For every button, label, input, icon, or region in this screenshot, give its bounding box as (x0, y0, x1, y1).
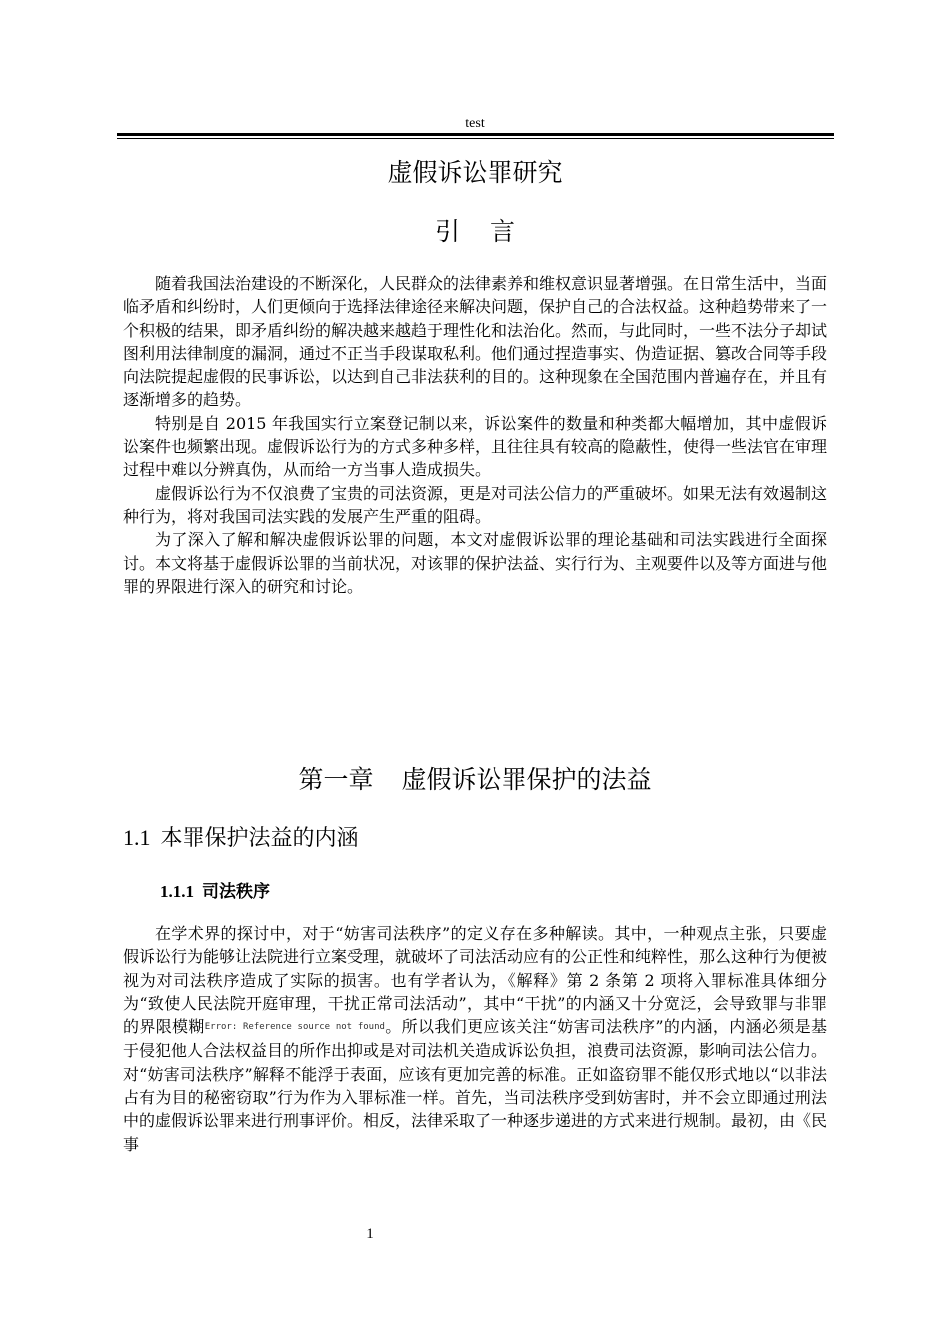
page-header-text: test (465, 116, 485, 131)
broken-cross-reference: Error: Reference source not found (204, 1022, 385, 1033)
header-rule-thin (117, 138, 834, 139)
intro-paragraph-2: 特别是自 2015 年我国实行立案登记制以来，诉讼案件的数量和种类都大幅增加，其中虚假诉讼案件也频繁出现。虚假诉讼行为的方式多种多样，且往往具有较高的隐蔽性，使得一些法官在审理过程中难以分辨真伪，从而给一方当事人造成损失。 (123, 413, 828, 480)
intro-paragraph-1: 随着我国法治建设的不断深化，人民群众的法律素养和维权意识显著增强。在日常生活中，当面临矛盾和纠纷时，人们更倾向于选择法律途径来解决问题，保护自己的合法权益。这种趋势带来了一个积极的结果，即矛盾纠纷的解决越来越趋于理性化和法治化。然而，与此同时，一些不法分子却试图利用法律制度的漏洞，通过不正当手段谋取私利。他们通过捏造事实、伪造证据、篡改合同等手段向法院提起虚假的民事诉讼，以达到自己非法获利的目的。这种现象在全国范围内普遍存在，并且有逐渐增多的趋势。 (123, 274, 828, 410)
paragraph-text-after-ref: 。所以我们更应该关注“妨害司法秩序”的内涵，内涵必须是基于侵犯他人合法权益目的所作出抑或是对司法机关造成诉讼负担，浪费司法资源，影响司法公信力。对“妨害司法秩序”解释不能浮于表面，应该有更加完善的标准。正如盗窃罪不能仅形式地以“以非法占有为目的秘密窃取”行为作为入罪标准一样。首先，当司法秩序受到妨害时，并不会立即通过刑法中的虚假诉讼罪来进行刑事评价。相反，法律采取了一种逐步递进的方式来进行规制。最初，由《民事 (123, 1017, 828, 1154)
subsection-number: 1.1.1 (160, 882, 194, 901)
page-number: 1 (366, 1226, 374, 1242)
header-rule-thick (117, 133, 834, 136)
chapter-title: 虚假诉讼罪保护的法益 (401, 765, 652, 794)
subsection-heading (160, 880, 270, 904)
section-number: 1.1 (123, 825, 151, 850)
section-heading (123, 822, 359, 855)
introduction-body (123, 272, 827, 598)
intro-paragraph-3: 虚假诉讼行为不仅浪费了宝贵的司法资源，更是对司法公信力的严重破坏。如果无法有效遏制这种行为，将对我国司法实践的发展产生严重的阻碍。 (123, 483, 828, 526)
document-title: 虚假诉讼罪研究 (387, 158, 563, 187)
chapter-heading (0, 762, 950, 798)
introduction-heading: 引言 (434, 217, 545, 246)
subsection-title: 司法秩序 (202, 882, 270, 902)
chapter-body (123, 922, 827, 1156)
paragraph-text-before-ref: 在学术界的探讨中，对于“妨害司法秩序”的定义存在多种解读。其中，一种观点主张，只要虚假诉讼行为能够让法院进行立案受理，就破坏了司法活动应有的公正性和纯粹性，那么这种行为便被视为对司法秩序造成了实际的损害。也有学者认为，《解释》第 2 条第 2 项将入罪标准具体细分为“致使人民法院开庭审理，干扰正常司法活动”，其中“干扰”的内涵又十分宽泛，会导致罪与非罪的界限模糊 (123, 924, 828, 1037)
intro-paragraph-4: 为了深入了解和解决虚假诉讼罪的问题，本文对虚假诉讼罪的理论基础和司法实践进行全面探讨。本文将基于虚假诉讼罪的当前状况，对该罪的保护法益、实行行为、主观要件以及等方面进与他罪的界限进行深入的研究和讨论。 (123, 530, 828, 596)
chapter-label: 第一章 (298, 765, 374, 794)
chapter-paragraph (123, 922, 827, 1156)
section-title: 本罪保护法益的内涵 (160, 826, 359, 851)
